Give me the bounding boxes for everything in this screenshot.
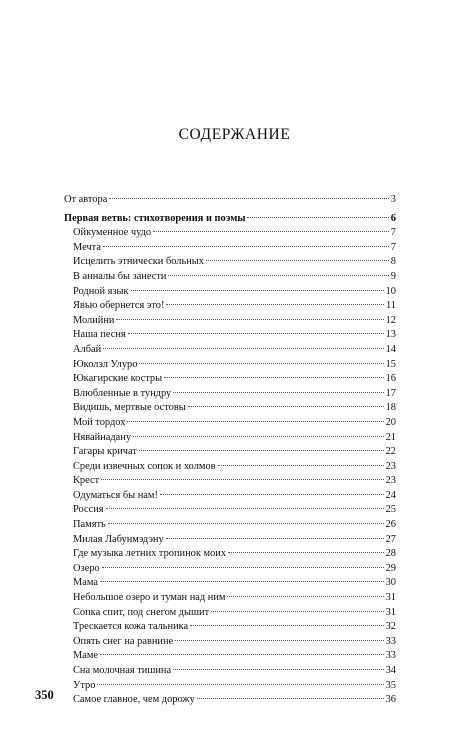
toc-entry-title: Память (73, 519, 106, 531)
dot-leader (166, 538, 384, 539)
dot-leader (100, 654, 384, 655)
toc-entry (64, 193, 396, 208)
toc-entry-title: Мечта (73, 241, 101, 253)
toc-entry-title: Одуматься бы нам! (73, 489, 158, 501)
toc-entry-title: Крест (73, 475, 100, 487)
dot-leader (197, 698, 384, 699)
dot-leader (166, 304, 384, 305)
toc-entry (64, 474, 396, 489)
toc-entry-title: Сна молочная тишина (73, 665, 172, 676)
dot-leader (168, 275, 388, 276)
dot-leader (160, 494, 384, 495)
toc-entry (64, 431, 396, 446)
toc-entry (64, 358, 396, 373)
toc-entry-title: Нявайнадану (73, 431, 132, 443)
toc-entry (64, 270, 396, 285)
toc-entry-page: 32 (385, 621, 396, 633)
toc-entry (64, 635, 396, 650)
toc-entry-page: 11 (385, 300, 396, 312)
dot-leader (131, 290, 384, 291)
dot-leader (218, 465, 384, 466)
toc-entry (64, 547, 396, 562)
toc-entry-page: 28 (385, 548, 396, 560)
dot-leader (247, 217, 388, 218)
toc-entry-page: 16 (385, 373, 396, 385)
dot-leader (127, 421, 383, 422)
toc-entry-page: 27 (385, 533, 396, 545)
toc-entry-title: Видишь, мертвые остовы (73, 402, 186, 414)
toc-entry (64, 401, 396, 416)
toc-entry-title: В анналы бы занести (73, 270, 167, 282)
toc-entry-page: 7 (390, 241, 396, 253)
toc-entry (64, 591, 396, 606)
dot-leader (106, 508, 384, 509)
toc-entry-page: 8 (390, 256, 396, 268)
toc-entry-page: 20 (385, 416, 396, 428)
toc-entry-page: 15 (385, 358, 396, 370)
toc-entry (64, 226, 396, 241)
toc-entry-page: 10 (385, 285, 396, 297)
toc-entry (64, 649, 396, 664)
toc-entry-page: 23 (385, 475, 396, 487)
toc-entry (64, 241, 396, 256)
toc-entry (64, 679, 396, 694)
toc-entry-title: Исцелить этнически больных (73, 256, 204, 268)
dot-leader (103, 246, 389, 247)
toc-entry-title: Россия (73, 504, 104, 516)
toc-entry (64, 533, 396, 548)
toc-entry-page: 12 (385, 314, 396, 326)
toc-entry-page: 31 (385, 592, 396, 604)
toc-entry-title: Ойкуменное чудо (73, 227, 152, 239)
toc-entry (64, 255, 396, 270)
toc-entry-title: Мой тордох (73, 416, 126, 428)
toc-entry-title: От автора (64, 194, 108, 205)
page-title: СОДЕРЖАНИЕ (178, 126, 291, 143)
toc-entry-title: Албай (73, 343, 102, 355)
toc-entry-page: 25 (385, 504, 396, 516)
dot-leader (101, 479, 383, 480)
toc-entry-title: Самое главное, чем дорожу (73, 694, 195, 706)
dot-leader (116, 319, 383, 320)
toc-entry-page: 7 (390, 227, 396, 239)
toc-entry (64, 576, 396, 591)
page-number: 350 (35, 688, 54, 702)
toc-entry (64, 489, 396, 504)
dot-leader (97, 684, 383, 685)
toc-entry-title: Юкагирские костры (73, 373, 163, 385)
toc-entry-title: Юколэл Улуро (73, 358, 138, 370)
toc-entry-page: 18 (385, 402, 396, 414)
toc-entry (64, 387, 396, 402)
toc-entry (64, 518, 396, 533)
toc-entry-title: Молийни (73, 314, 115, 326)
toc-entry-page: 26 (385, 519, 396, 531)
toc-entry-title: Среди извечных сопок и холмов (73, 460, 216, 472)
dot-leader (227, 596, 383, 597)
toc-entry (64, 416, 396, 431)
toc-entry-title: Гагары кричат (73, 446, 137, 458)
dot-leader (108, 523, 384, 524)
dot-leader (102, 567, 384, 568)
dot-leader (164, 377, 384, 378)
toc-entry (64, 372, 396, 387)
dot-leader (139, 363, 383, 364)
toc-entry-page: 35 (385, 679, 396, 691)
dot-leader (228, 552, 384, 553)
toc-entry (64, 693, 396, 708)
toc-entry-page: 23 (385, 460, 396, 472)
toc-entry-title: Наша песня (73, 329, 126, 341)
dot-leader (139, 450, 384, 451)
dot-leader (109, 198, 388, 199)
dot-leader (173, 392, 383, 393)
dot-leader (175, 640, 383, 641)
toc-entry-page: 30 (385, 577, 396, 589)
toc-entry-title: Влюбленные в тундру (73, 387, 172, 399)
dot-leader (188, 406, 384, 407)
toc-entry-title: Утро (73, 679, 96, 691)
toc-entry-page: 31 (385, 606, 396, 618)
toc-entry-title: Сопка спит, под снегом дышит (73, 606, 210, 618)
toc-entry-page: 36 (385, 694, 396, 706)
toc-entry (64, 620, 396, 635)
toc-entry (64, 328, 396, 343)
toc-entry-title: Первая ветвь: стихотворения и поэмы (64, 212, 246, 224)
toc-entry-page: 24 (385, 489, 396, 501)
toc-entry (64, 299, 396, 314)
toc-entry-page: 29 (385, 562, 396, 574)
dot-leader (190, 625, 383, 626)
toc-entry-title: Явью обернется это! (73, 300, 165, 312)
toc-entry-page: 9 (390, 270, 396, 282)
toc-entry-title: Озеро (73, 562, 100, 574)
toc-entry-title: Милая Лабунмэдэну (73, 533, 164, 545)
toc-entry-title: Опять снег на равнине (73, 635, 174, 647)
dot-leader (133, 436, 384, 437)
toc-entry-page: 14 (385, 343, 396, 355)
toc-entry-page: 33 (385, 635, 396, 647)
toc-entry-page: 34 (385, 665, 396, 676)
dot-leader (206, 260, 389, 261)
toc-entry-title: Небольшое озеро и туман над ним (73, 592, 226, 604)
dot-leader (103, 348, 383, 349)
toc-entry-page: 22 (385, 446, 396, 458)
toc-entry (64, 606, 396, 621)
toc-entry (64, 664, 396, 679)
toc-entry-page: 3 (390, 194, 396, 205)
toc-entry (64, 212, 396, 227)
dot-leader (173, 669, 384, 670)
toc-entry-title: Родной язык (73, 285, 129, 297)
toc-entry-page: 33 (385, 650, 396, 662)
dot-leader (128, 333, 384, 334)
toc-entry-title: Маме (73, 650, 99, 662)
dot-leader (211, 611, 383, 612)
toc-entry-title: Мама (73, 577, 98, 589)
toc-entry (64, 285, 396, 300)
toc-entry-page: 6 (390, 212, 396, 224)
table-of-contents (64, 193, 396, 708)
toc-entry (64, 314, 396, 329)
toc-entry-page: 17 (385, 387, 396, 399)
toc-entry-page: 13 (385, 329, 396, 341)
dot-leader (153, 231, 389, 232)
toc-entry (64, 562, 396, 577)
dot-leader (100, 581, 384, 582)
toc-entry (64, 445, 396, 460)
toc-entry (64, 343, 396, 358)
toc-entry-page: 21 (385, 431, 396, 443)
toc-entry (64, 503, 396, 518)
toc-entry (64, 460, 396, 475)
toc-entry-title: Где музыка летних тропинок моих (73, 548, 227, 560)
toc-entry-title: Трескается кожа тальника (73, 621, 189, 633)
